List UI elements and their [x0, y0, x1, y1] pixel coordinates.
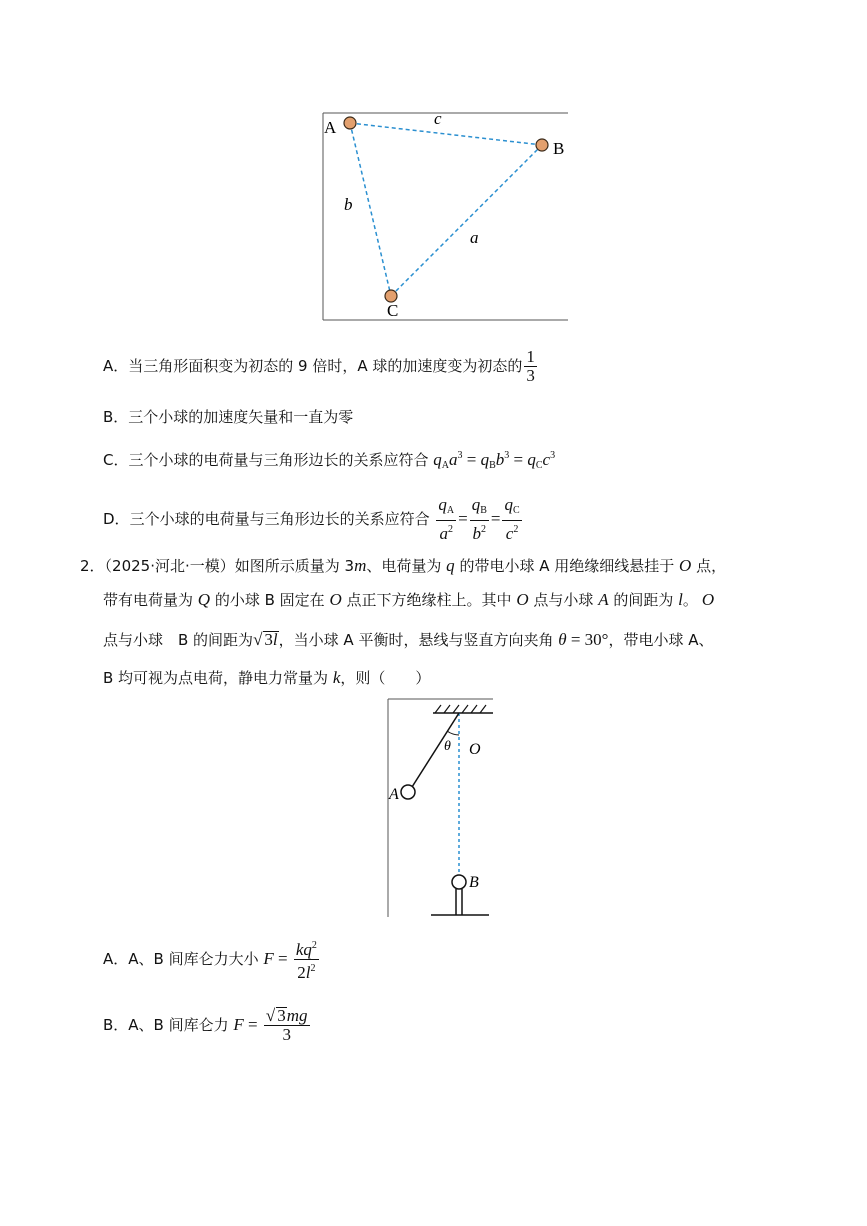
ball-a: [344, 117, 356, 129]
q2-line-1: 2．（2025·河北·一模）如图所示质量为 3m、电荷量为 q 的带电小球 A 用绝缘细线悬挂于 O 点，: [80, 556, 727, 575]
suspension-thread: [412, 713, 459, 787]
ball-b2: [452, 875, 466, 889]
q2-option-a: A．A、B 间库仑力大小 F = $\frac{kq^2}{2l^2}$: [103, 937, 321, 982]
q2-line-4: B 均可视为点电荷，静电力常量为 k，则（ ）: [103, 668, 431, 687]
side-b-label: b: [344, 195, 353, 214]
formula-d-frac-a: $\frac{q_A}{a^2}$: [438, 495, 455, 543]
side-c-label: c: [434, 109, 442, 128]
side-c-line: [350, 123, 542, 145]
label-b: B: [553, 139, 565, 158]
formula-coulomb-b: $\frac{√ 3mg}{3}$: [265, 1006, 308, 1044]
side-a-label: a: [470, 228, 479, 247]
q2-option-b: B．A、B 间库仑力 F = $\frac{√ 3mg}{3}$: [103, 1006, 308, 1044]
label-a2: A: [389, 786, 399, 803]
label-a: A: [324, 118, 337, 137]
label-theta: θ: [444, 739, 451, 754]
q1-option-a: A．当三角形面积变为初态的 9 倍时，A 球的加速度变为初态的 $\frac{1}{3}$: [103, 347, 535, 385]
label-o: O: [469, 741, 481, 758]
q1-option-b: B．三个小球的加速度矢量和一直为零: [103, 408, 354, 426]
q1-option-c: C．三个小球的电荷量与三角形边长的关系应符合 $q_Aa^3 = q_Bb^3 = q_Cc^3$: [103, 450, 556, 471]
pendulum-figure: [385, 697, 495, 919]
side-b-line: [350, 123, 391, 296]
angle-arc: [447, 731, 459, 735]
label-b2: B: [469, 874, 479, 891]
q2-line-2: 带有电荷量为 Q 的小球 B 固定在 O 点正下方绝缘柱上。其中 O 点与小球 A 的间距为 l。 O: [103, 590, 715, 609]
formula-d-frac-b: $\frac{q_B}{b^2}$: [471, 495, 487, 543]
q1-option-d: D．三个小球的电荷量与三角形边长的关系应符合 $\frac{q_A}{a^2}$ = $\frac{q_B}{b^2}$ = $\frac{q_C}{c^2}$: [103, 495, 520, 543]
formula-c: $q_Aa^3 = q_Bb^3 = q_Cc^3$: [433, 450, 556, 471]
formula-coulomb-a: $\frac{kq^2}{2l^2}$: [294, 937, 319, 982]
label-c: C: [387, 301, 399, 320]
ball-b: [536, 139, 548, 151]
sqrt-3: 3l: [264, 630, 278, 649]
fraction-one-third: $\frac{1}{3}$: [526, 347, 535, 385]
q2-line-3: 点与小球 B 的间距为√ 3l，当小球 A 平衡时，悬线与竖直方向夹角 θ = 30°，带电小球 A、: [103, 630, 714, 649]
ceiling-hatch: [435, 705, 486, 713]
triangle-figure: [320, 108, 572, 324]
ball-a2: [401, 785, 415, 799]
side-a-line: [391, 145, 542, 296]
formula-d-frac-c: $\frac{q_C}{c^2}$: [504, 495, 520, 543]
